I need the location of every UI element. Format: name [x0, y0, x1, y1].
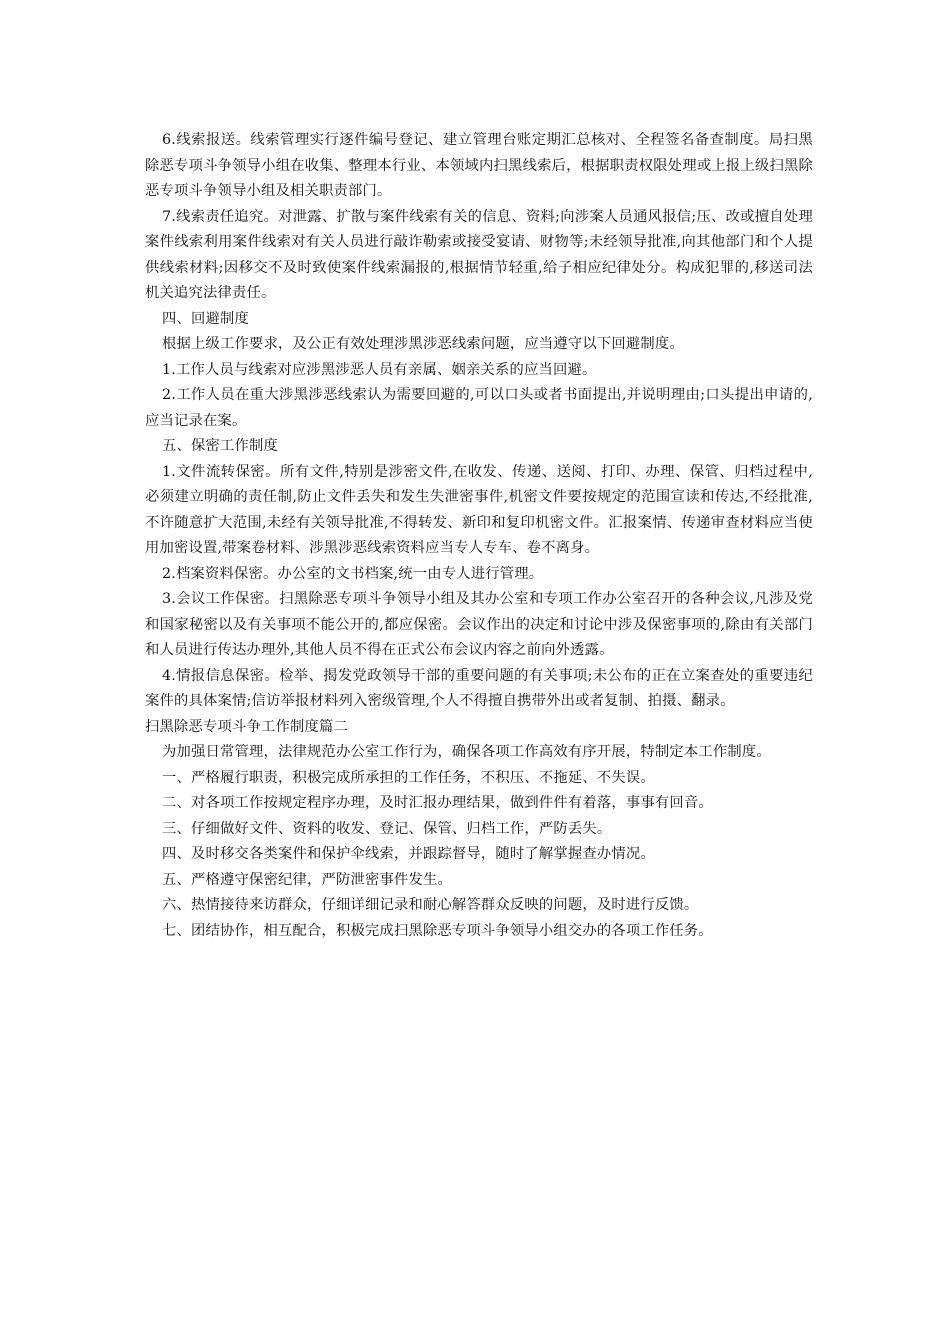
section-heading-recusal: 四、回避制度: [162, 310, 249, 327]
paragraph-confidentiality-item-4: 4.情报信息保密。检举、揭发党政领导干部的重要问题的有关事项;未公布的正在立案查处的重要违纪案件的具体案情;信访举报材料列入密级管理,个人不得擅自携带外出或者复制、拍摄、翻录。: [145, 667, 813, 709]
rule-item-5: 五、严格遵守保密纪律，严防泄密事件发生。: [162, 871, 452, 888]
paragraph-part-two-intro: 为加强日常管理，法律规范办公室工作行为，确保各项工作高效有序开展，特制定本工作制度。: [162, 744, 771, 760]
rule-item-2: 二、对各项工作按规定程序办理，及时汇报办理结果，做到件件有着落，事事有回音。: [162, 795, 713, 811]
rule-item-6: 六、热情接待来访群众，仔细详细记录和耐心解答群众反映的问题，及时进行反馈。: [162, 897, 699, 913]
paragraph-recusal-item-1: 1.工作人员与线索对应涉黑涉恶人员有亲属、姻亲关系的应当回避。: [162, 361, 597, 378]
paragraph-recusal-intro: 根据上级工作要求，及公正有效处理涉黑涉恶线索问题，应当遵守以下回避制度。: [162, 336, 684, 352]
part-two-title: 扫黑除恶专项斗争工作制度篇二: [145, 718, 348, 735]
rule-item-3: 三、仔细做好文件、资料的收发、登记、保管、归档工作，严防丢失。: [162, 820, 612, 837]
section-heading-confidentiality: 五、保密工作制度: [162, 438, 278, 454]
rule-item-7: 七、团结协作，相互配合，积极完成扫黑除恶专项斗争领导小组交办的各项工作任务。: [162, 922, 713, 939]
paragraph-confidentiality-item-3: 3.会议工作保密。扫黑除恶专项斗争领导小组及其办公室和专项工作办公室召开的各种会议,凡涉及党和国家秘密以及有关事项不能公开的,都应保密。会议作出的决定和讨论中涉及保密事项的,除由有关部门和人员进行传达办理外,其他人员不得在正式公布会议内容之前向外透露。: [145, 591, 813, 658]
paragraph-clue-reporting: 6.线索报送。线索管理实行逐件编号登记、建立管理台账定期汇总核对、全程签名备查制度。局扫黑除恶专项斗争领导小组在收集、整理本行业、本领域内扫黑线索后，根据职责权限处理或上报上级扫黑除恶专项斗争领导小组及相关职责部门。: [145, 132, 813, 199]
rule-item-4: 四、及时移交各类案件和保护伞线索，并跟踪督导，随时了解掌握查办情况。: [162, 846, 655, 862]
paragraph-clue-accountability: 7.线索责任追究。对泄露、扩散与案件线索有关的信息、资料;向涉案人员通风报信;压、改或擅自处理案件线索利用案件线索对有关人员进行敲诈勒索或接受宴请、财物等;未经领导批准,向其他部门和个人提供线索材料;因移交不及时致使案件线索漏报的,根据情节轻重,给子相应纪律处分。构成犯罪的,移送司法机关追究法律责任。: [145, 208, 813, 301]
paragraph-recusal-item-2: 2.工作人员在重大涉黑涉恶线索认为需要回避的,可以口头或者书面提出,并说明理由;口头提出申请的,应当记录在案。: [145, 387, 813, 429]
document-body: [145, 128, 813, 944]
paragraph-confidentiality-item-1: 1.文件流转保密。所有文件,特别是涉密文件,在收发、传递、送阅、打印、办理、保管、归档过程中,必须建立明确的责任制,防止文件丢失和发生失泄密事件,机密文件要按规定的范围宣读和传达,不经批准,不许随意扩大范围,未经有关领导批准,不得转发、新印和复印机密文件。汇报案情、传递审查材料应当使用加密设置,带案卷材料、涉黑涉恶线索资料应当专人专车、卷不离身。: [145, 463, 813, 556]
rule-item-1: 一、严格履行职责，积极完成所承担的工作任务，不积压、不拖延、不失误。: [162, 769, 655, 786]
paragraph-confidentiality-item-2: 2.档案资料保密。办公室的文书档案,统一由专人进行管理。: [162, 565, 544, 582]
